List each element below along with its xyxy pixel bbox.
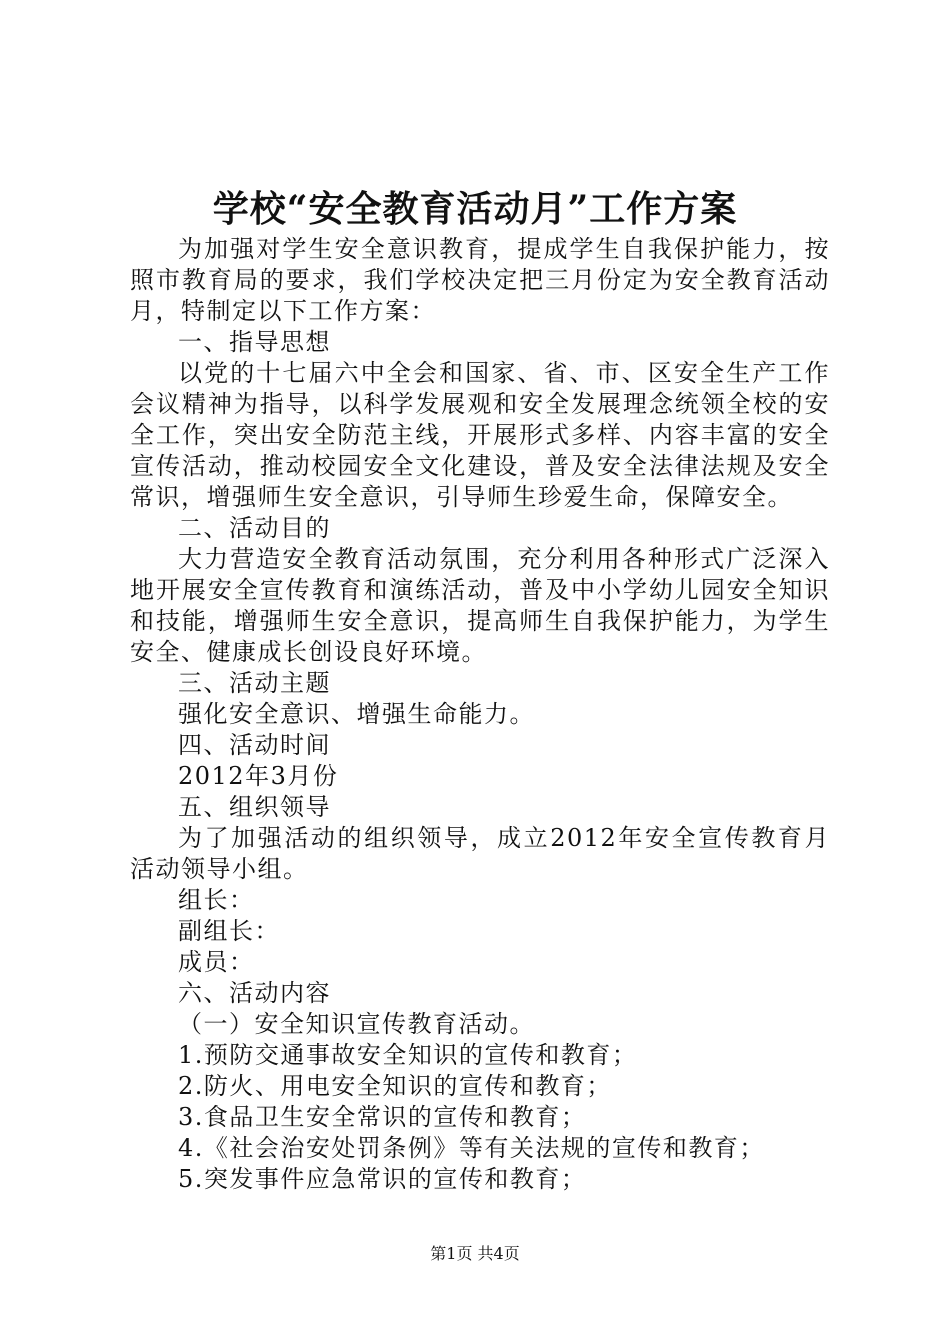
section-heading: 一、指导思想 — [178, 328, 331, 356]
body-paragraph: 成员： — [178, 948, 255, 976]
body-paragraph: 强化安全意识、增强生命能力。 — [178, 700, 535, 728]
list-item: 3.食品卫生安全常识的宣传和教育； — [178, 1103, 587, 1131]
document-body — [130, 234, 830, 1195]
list-item: 5.突发事件应急常识的宣传和教育； — [178, 1165, 587, 1193]
body-paragraph: （一）安全知识宣传教育活动。 — [178, 1010, 535, 1038]
intro-paragraph: 为加强对学生安全意识教育，提成学生自我保护能力，按照市教育局的要求，我们学校决定把三月份定为安全教育活动月，特制定以下工作方案： — [130, 235, 830, 325]
section-heading: 六、活动内容 — [178, 979, 331, 1007]
body-paragraph: 为了加强活动的组织领导，成立2012年安全宣传教育月活动领导小组。 — [130, 824, 830, 883]
page-indicator: 第1页 共4页 — [430, 1244, 520, 1263]
body-paragraph: 以党的十七届六中全会和国家、省、市、区安全生产工作会议精神为指导，以科学发展观和安全发展理念统领全校的安全工作，突出安全防范主线，开展形式多样、内容丰富的安全宣传活动，推动校园安全文化建设，普及安全法律法规及安全常识，增强师生安全意识，引导师生珍爱生命，保障安全。 — [130, 359, 830, 511]
section-heading: 三、活动主题 — [178, 669, 331, 697]
body-paragraph: 组长： — [178, 886, 255, 914]
body-paragraph: 大力营造安全教育活动氛围，充分利用各种形式广泛深入地开展安全宣传教育和演练活动，普及中小学幼儿园安全知识和技能，增强师生安全意识，提高师生自我保护能力，为学生安全、健康成长创设良好环境。 — [130, 545, 830, 666]
body-paragraph: 2012年3月份 — [178, 762, 339, 790]
section-heading: 二、活动目的 — [178, 514, 331, 542]
list-item: 2.防火、用电安全知识的宣传和教育； — [178, 1072, 612, 1100]
list-item: 4.《社会治安处罚条例》等有关法规的宣传和教育； — [178, 1134, 765, 1162]
section-heading: 四、活动时间 — [178, 731, 331, 759]
body-paragraph: 副组长： — [178, 917, 280, 945]
section-heading: 五、组织领导 — [178, 793, 331, 821]
list-item: 1.预防交通事故安全知识的宣传和教育； — [178, 1041, 638, 1069]
document-title: 学校“安全教育活动月”工作方案 — [212, 188, 738, 230]
